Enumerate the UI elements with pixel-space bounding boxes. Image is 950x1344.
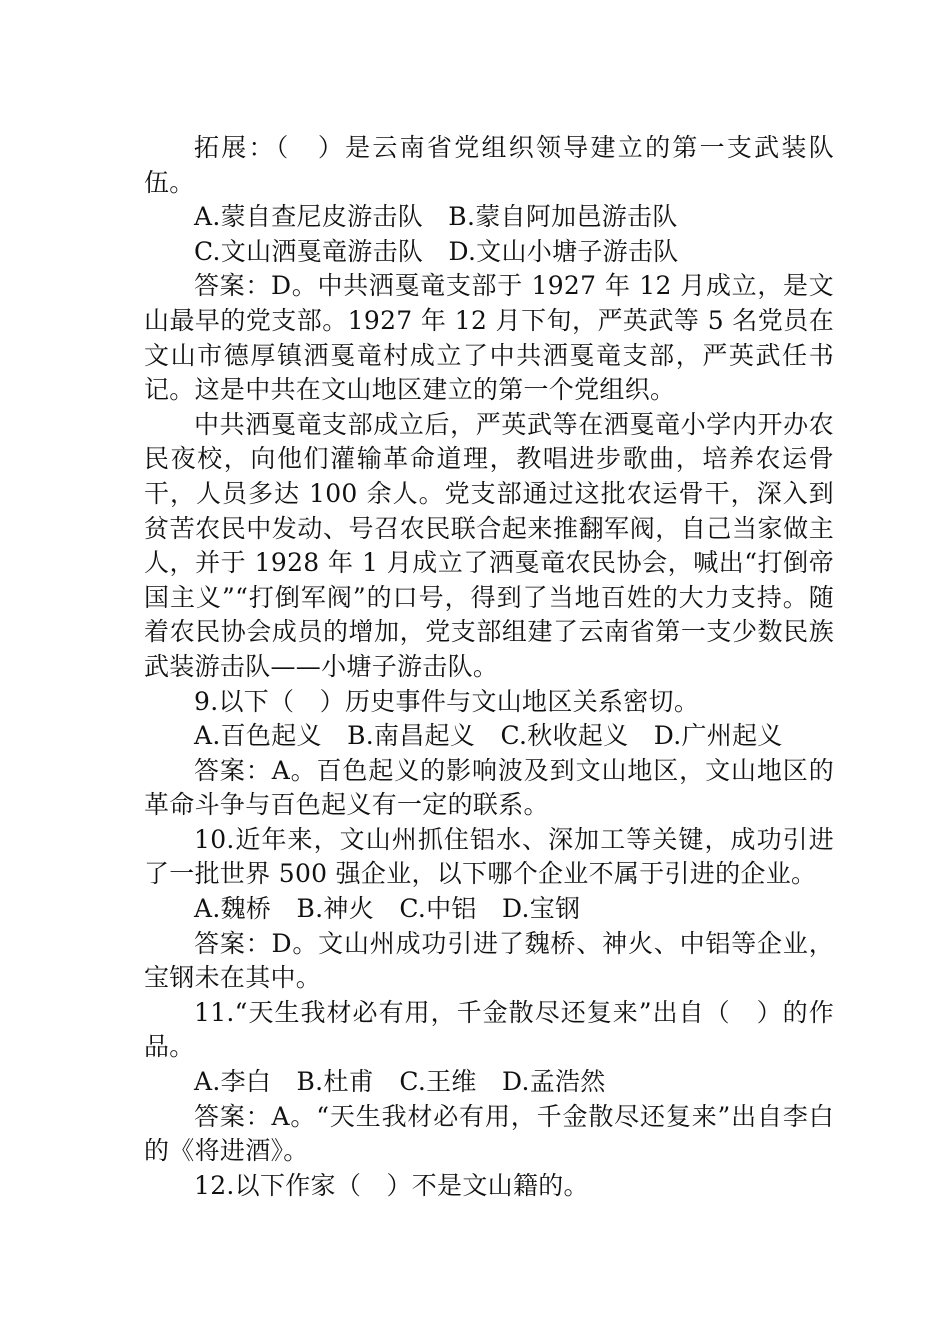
question-extension-options-cd: C.文山洒戛竜游击队 D.文山小塘子游击队 <box>194 236 679 266</box>
question-9-stem: 9.以下（ ）历史事件与文山地区关系密切。 <box>194 686 700 716</box>
question-extension-stem: 拓展：（ ）是云南省党组织领导建立的第一支武装队伍。 <box>144 133 834 197</box>
question-11-stem: 11.“天生我材必有用，千金散尽还复来”出自（ ）的作品。 <box>144 997 834 1062</box>
question-10-options: A.魏桥 B.神火 C.中铝 D.宝钢 <box>194 894 581 924</box>
question-11-answer: 答案：A。“天生我材必有用，千金散尽还复来”出自李白的《将进酒》。 <box>144 1101 834 1166</box>
question-9-answer: 答案：A。百色起义的影响波及到文山地区，文山地区的革命斗争与百色起义有一定的联系。 <box>144 755 834 820</box>
question-extension-options-ab: A.蒙自查尼皮游击队 B.蒙自阿加邑游击队 <box>194 202 678 232</box>
question-11-options: A.李白 B.杜甫 C.王维 D.孟浩然 <box>194 1067 606 1097</box>
question-12-stem: 12.以下作家（ ）不是文山籍的。 <box>194 1170 589 1200</box>
question-10-answer: 答案：D。文山州成功引进了魏桥、神火、中铝等企业，宝钢未在其中。 <box>144 928 834 993</box>
question-extension-answer: 答案：D。中共洒戛竜支部于 1927 年 12 月成立，是文山最早的党支部。1927 年 12 月下旬，严英武等 5 名党员在文山市德厚镇洒戛竜村成立了中共洒戛竜支部，严英武任书记。这是中共在文山地区建立的第一个党组织。 <box>144 271 834 405</box>
question-9-options: A.百色起义 B.南昌起义 C.秋收起义 D.广州起义 <box>194 721 783 751</box>
question-10-stem: 10.近年来，文山州抓住铝水、深加工等关键，成功引进了一批世界 500 强企业，以下哪个企业不属于引进的企业。 <box>144 824 834 889</box>
document-body <box>144 131 834 1203</box>
question-extension-explanation: 中共洒戛竜支部成立后，严英武等在洒戛竜小学内开办农民夜校，向他们灌输革命道理，教唱进步歌曲，培养农运骨干，人员多达 100 余人。党支部通过这批农运骨干，深入到贫苦农民中发动、号召农民联合起来推翻军阀，自己当家做主人，并于 1928 年 1 月成立了洒戛竜农民协会，喊出“打倒帝国主义”“打倒军阀”的口号，得到了当地百姓的大力支持。随着农民协会成员的增加，党支部组建了云南省第一支少数民族武装游击队——小塘子游击队。 <box>144 409 834 681</box>
